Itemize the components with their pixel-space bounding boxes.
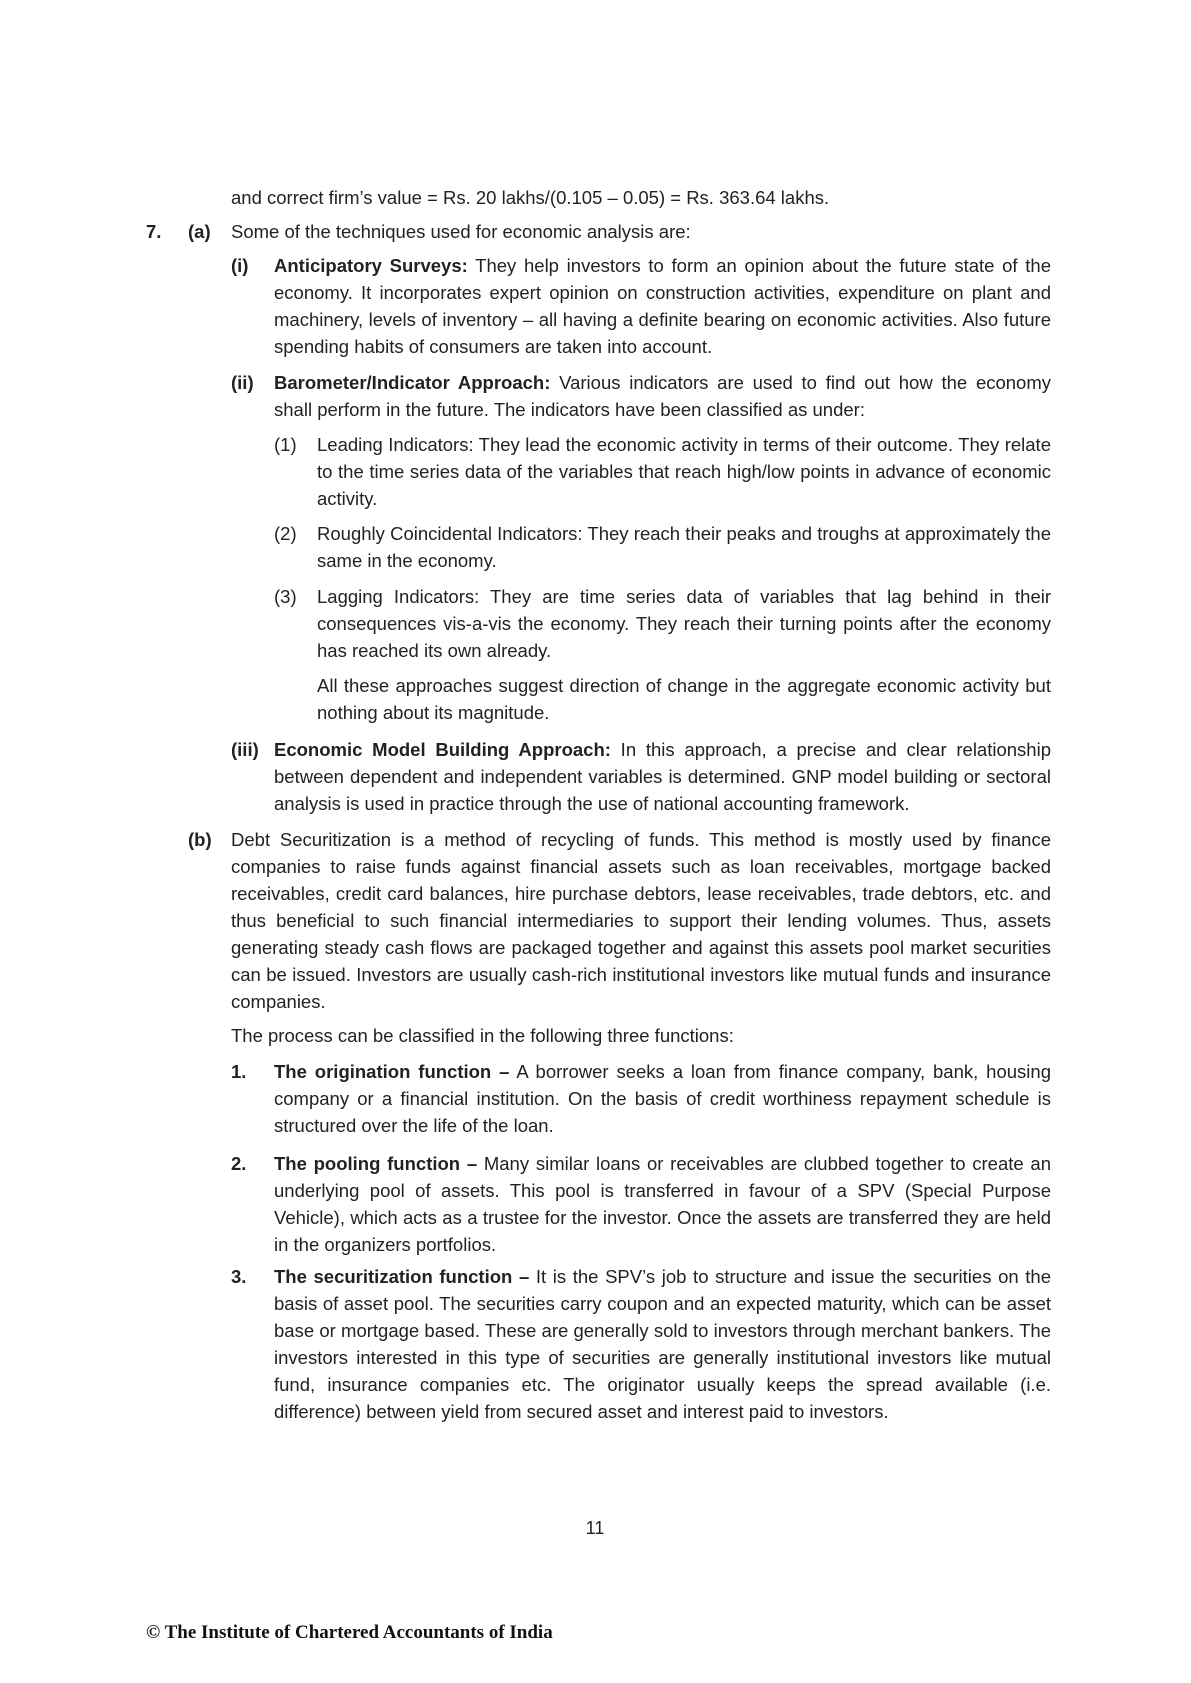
page-number: 11 — [585, 1518, 605, 1538]
function-3-title: The securitization function – — [274, 1266, 530, 1287]
item-i-paragraph — [274, 252, 1051, 360]
function-2-text: Many similar loans or receivables are clubbed together to create an underlying pool of assets. This pool is transferred in favour of a SPV (Special Purpose Vehicle), which acts as a trustee for the investor. Once the assets are transferred they are held in the organizers portfolios. — [274, 1153, 1051, 1255]
intro-line: and correct firm’s value = Rs. 20 lakhs/(0.105 – 0.05) = Rs. 363.64 lakhs. — [231, 187, 830, 208]
item-i-label: (i) — [231, 255, 249, 276]
sub-3-text: Lagging Indicators: They are time series data of variables that lag behind in their consequences vis-a-vis the economy. They reach their turning points after the economy has reached its own already. — [317, 586, 1051, 661]
function-1-paragraph — [274, 1058, 1051, 1139]
sub-2-label: (2) — [274, 523, 297, 544]
item-ii-title: Barometer/Indicator Approach: — [274, 372, 551, 393]
question-number: 7. — [146, 221, 162, 242]
item-i-text: They help investors to form an opinion about the future state of the economy. It incorporates expert opinion on construction activities, expenditure on plant and machinery, levels of inventory – all having a definite bearing on economic activities. Also future spending habits of consumers are taken into account. — [274, 255, 1051, 357]
item-i-title: Anticipatory Surveys: — [274, 255, 468, 276]
function-2-title: The pooling function – — [274, 1153, 478, 1174]
function-3-label: 3. — [231, 1266, 247, 1287]
item-iii-paragraph — [274, 736, 1051, 817]
part-a-label: (a) — [188, 221, 211, 242]
function-1-title: The origination function – — [274, 1061, 510, 1082]
function-1-label: 1. — [231, 1061, 247, 1082]
function-2-paragraph — [274, 1150, 1051, 1258]
item-ii-paragraph — [274, 369, 1051, 423]
function-1-text: A borrower seeks a loan from finance company, bank, housing company or a financial institution. On the basis of credit worthiness repayment schedule is structured over the life of the loan. — [274, 1061, 1051, 1136]
item-iii-title: Economic Model Building Approach: — [274, 739, 611, 760]
footer-copyright: © The Institute of Chartered Accountants of India — [146, 1622, 553, 1643]
sub-1-label: (1) — [274, 434, 297, 455]
sub-1-text: Leading Indicators: They lead the economic activity in terms of their outcome. They relate to the time series data of the variables that reach high/low points in advance of economic activity. — [317, 434, 1051, 509]
part-b-text: Debt Securitization is a method of recycling of funds. This method is mostly used by finance companies to raise funds against financial assets such as loan receivables, mortgage backed receivables, credit card balances, hire purchase debtors, lease receivables, trade debtors, etc. and thus beneficial to such financial intermediaries to support their lending volumes. Thus, assets generating steady cash flows are packaged together and against this assets pool market securities can be issued. Investors are usually cash-rich institutional investors like mutual funds and insurance companies. — [231, 829, 1051, 1012]
function-3-text: It is the SPV’s job to structure and issue the securities on the basis of asset pool. The securities carry coupon and an expected maturity, which can be asset base or mortgage based. These are generally sold to investors through merchant bankers. The investors interested in this type of securities are generally institutional investors like mutual fund, insurance companies etc. The originator usually keeps the spread available (i.e. difference) between yield from secured asset and interest paid to investors. — [274, 1266, 1051, 1422]
sub-3-label: (3) — [274, 586, 297, 607]
item-iii-text: In this approach, a precise and clear relationship between dependent and independent variables is determined. GNP model building or sectoral analysis is used in practice through the use of national accounting framework. — [274, 739, 1051, 814]
part-a-text: Some of the techniques used for economic analysis are: — [231, 221, 691, 242]
process-intro: The process can be classified in the following three functions: — [231, 1025, 734, 1046]
item-ii-text: Various indicators are used to find out how the economy shall perform in the future. The indicators have been classified as under: — [274, 372, 1052, 420]
indicators-note: All these approaches suggest direction of change in the aggregate economic activity but nothing about its magnitude. — [317, 675, 1051, 723]
part-b-label: (b) — [188, 829, 212, 850]
function-2-label: 2. — [231, 1153, 247, 1174]
item-iii-label: (iii) — [231, 739, 259, 760]
function-3-paragraph — [274, 1263, 1051, 1425]
sub-2-text: Roughly Coincidental Indicators: They reach their peaks and troughs at approximately the same in the economy. — [317, 523, 1051, 571]
item-ii-label: (ii) — [231, 372, 254, 393]
